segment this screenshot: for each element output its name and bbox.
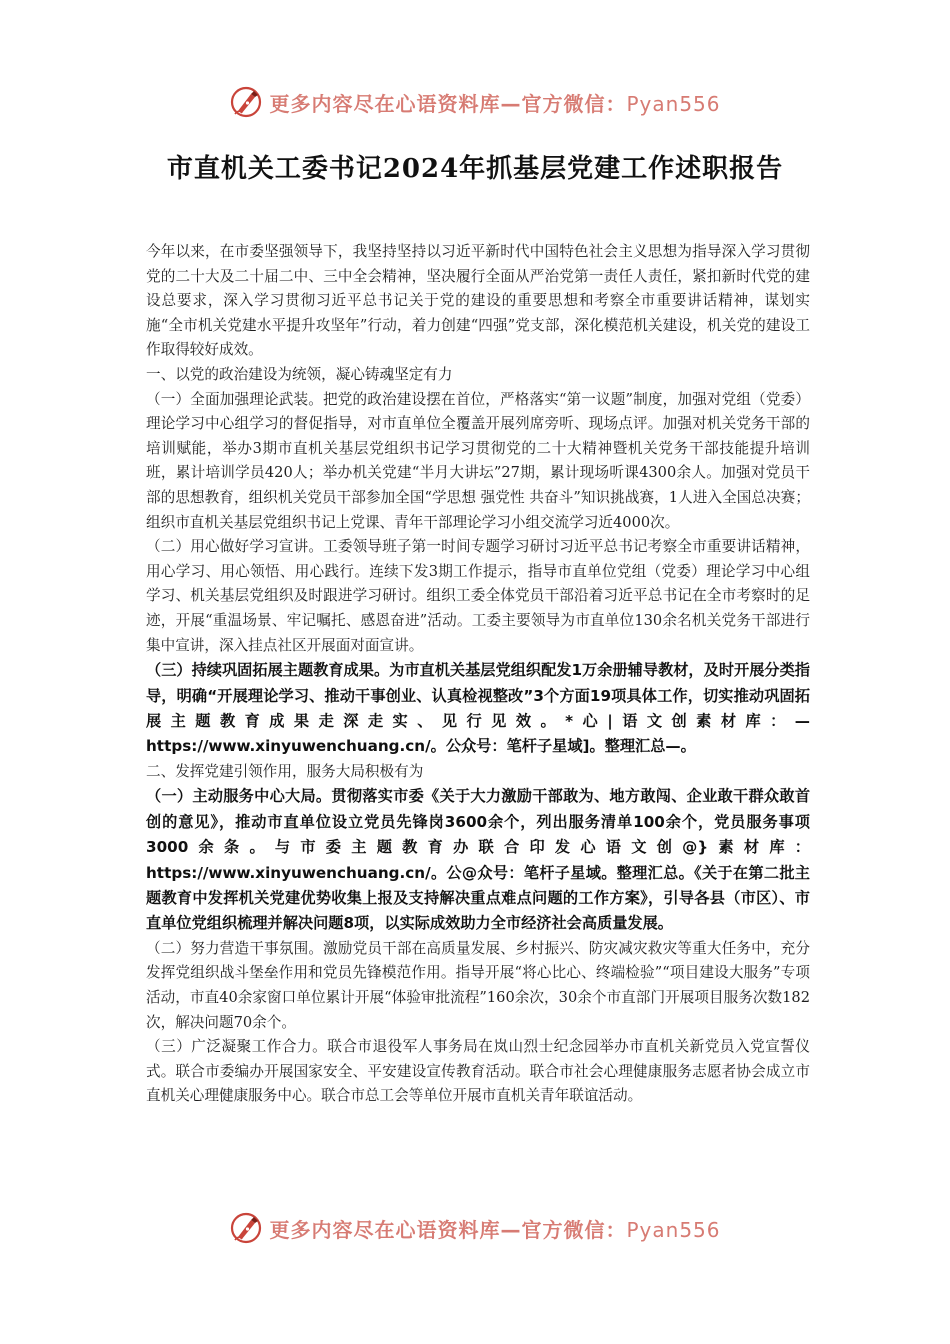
document-body xyxy=(146,240,810,1109)
watermark-id: Pyan556 xyxy=(626,91,721,116)
watermark-id: Pyan556 xyxy=(626,1217,721,1242)
paragraph-2-3: （三）广泛凝聚工作合力。联合市退役军人事务局在岚山烈士纪念园举办市直机关新党员入党宣誓仪式。联合市委编办开展国家安全、平安建设宣传教育活动。联合市社会心理健康服务志愿者协会成立市直机关心理健康服务中心。联合市总工会等单位开展市直机关青年联谊活动。 xyxy=(146,1038,810,1105)
paragraph-1-1: （一）全面加强理论武装。把党的政治建设摆在首位，严格落实“第一议题”制度，加强对党组（党委）理论学习中心组学习的督促指导，对市直单位全覆盖开展列席旁听、现场点评。加强对机关党务干部的培训赋能，举办3期市直机关基层党组织书记学习贯彻党的二十大精神暨机关党务干部技能提升培训班，累计培训学员420人；举办机关党建“半月大讲坛”27期，累计现场听课4300余人。加强对党员干部的思想教育，组织机关党员干部参加全国“学思想 强党性 共奋斗”知识挑战赛，1人进入全国总决赛；组织市直机关基层党组织书记上党课、青年干部理论学习小组交流学习近4000次。 xyxy=(146,390,810,531)
paragraph-2-2: （二）努力营造干事氛围。激励党员干部在高质量发展、乡村振兴、防灾减灾救灾等重大任务中，充分发挥党组织战斗堡垒作用和党员先锋模范作用。指导开展“将心比心、终端检验”“项目建设大服务”专项活动，市直40余家窗口单位累计开展“体验审批流程”160余次，30余个市直部门开展项目服务次数182次，解决问题70余个。 xyxy=(146,939,810,1031)
pen-nib-logo-icon xyxy=(229,85,263,119)
paragraph-2-1: （一）主动服务中心大局。贯彻落实市委《关于大力激励干部敢为、地方敢闯、企业敢干群众敢首创的意见》，推动市直单位设立党员先锋岗3600余个，列出服务清单100余个，党员服务事项3000余条。与市委主题教育办联合印发心语文创@}素材库：https://www.xinyuwenchuang.cn/。公@众号：笔杆子星域。整理汇总。《关于在第二批主题教育中发挥机关党建优势收集上报及支持解决重点难点问题的工作方案》，引导各县（市区）、市直单位党组织梳理并解决问题8项，以实际成效助力全市经济社会高质量发展。 xyxy=(146,787,810,933)
watermark-header xyxy=(0,80,950,124)
paragraph-1-3: （三）持续巩固拓展主题教育成果。为市直机关基层党组织配发1万余册辅导教材，及时开展分类指导，明确“开展理论学习、推动干事创业、认真检视整改”3个方面19项具体工作，切实推动巩固拓展主题教育成果走深走实、见行见效。*心|语文创素材库：—https://www.xinyuwenchuang.cn/。公众号：笔杆子星域]。整理汇总—。 xyxy=(146,661,810,756)
watermark-text: 更多内容尽在心语资料库—官方微信：Pyan556 xyxy=(269,91,721,116)
watermark-footer xyxy=(0,1206,950,1250)
watermark-text: 更多内容尽在心语资料库—官方微信：Pyan556 xyxy=(269,1217,721,1242)
document-title: 市直机关工委书记2024年抓基层党建工作述职报告 xyxy=(166,154,784,184)
section-heading-1: 一、以党的政治建设为统领，凝心铸魂坚定有力 xyxy=(146,365,453,383)
pen-nib-logo-icon xyxy=(229,1211,263,1245)
intro-paragraph: 今年以来，在市委坚强领导下，我坚持坚持以习近平新时代中国特色社会主义思想为指导深入学习贯彻党的二十大及二十届二中、三中全会精神，坚决履行全面从严治党第一责任人责任，紧扣新时代党的建设总要求，深入学习贯彻习近平总书记关于党的建设的重要思想和考察全市重要讲话精神，谋划实施“全市机关党建水平提升攻坚年”行动，着力创建“四强”党支部，深化模范机关建设，机关党的建设工作取得较好成效。 xyxy=(146,243,810,359)
section-heading-2: 二、发挥党建引领作用，服务大局积极有为 xyxy=(146,762,424,780)
paragraph-1-2: （二）用心做好学习宣讲。工委领导班子第一时间专题学习研讨习近平总书记考察全市重要讲话精神，用心学习、用心领悟、用心践行。连续下发3期工作提示，指导市直单位党组（党委）理论学习中心组学习、机关基层党组织及时跟进学习研讨。组织工委全体党员干部沿着习近平总书记在全市考察时的足迹，开展“重温场景、牢记嘱托、感恩奋进”活动。工委主要领导为市直单位130余名机关党务干部进行集中宣讲，深入挂点社区开展面对面宣讲。 xyxy=(146,538,810,654)
